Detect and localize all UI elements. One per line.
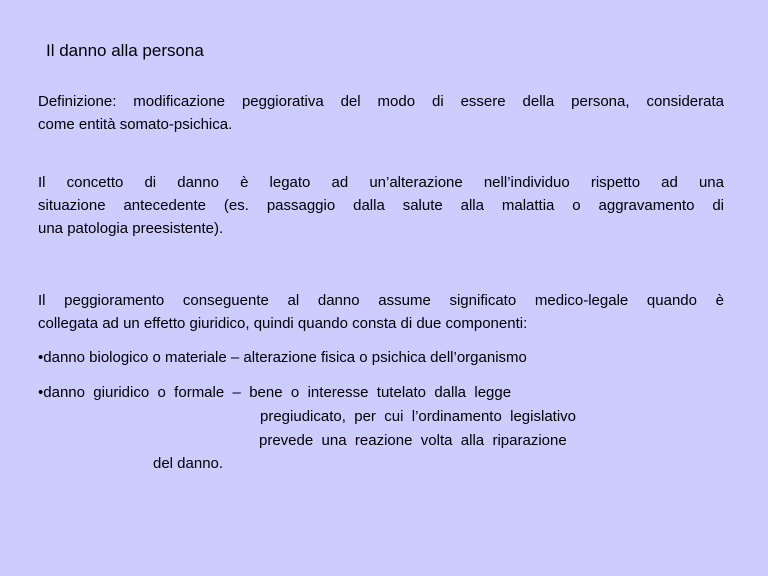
bullet-text-legal-line-2: pregiudicato, per cui l’ordinamento legislativo	[260, 408, 577, 425]
bullet-item-biological	[38, 346, 527, 369]
bullet-text-legal-line-3: prevede una reazione volta alla riparazione	[259, 432, 567, 449]
bullet-text-legal-line-1: danno giuridico o formale – bene o interesse tutelato dalla legge	[43, 384, 512, 401]
definition-line-2: come entità somato-psichica.	[38, 116, 233, 133]
definition-paragraph	[38, 90, 724, 136]
bullet-marker: •	[38, 349, 44, 366]
bullet-text-biological: danno biologico o materiale – alterazione fisica o psichica dell’organismo	[43, 349, 527, 366]
worsening-paragraph	[38, 289, 724, 335]
bullet-text-legal-line-4: del danno.	[153, 455, 224, 472]
concept-line-1: Il concetto di danno è legato ad un’alterazione nell’individuo rispetto ad una	[38, 174, 724, 191]
definition-line-1: Definizione: modificazione peggiorativa del modo di essere della persona, considerata	[38, 93, 724, 110]
worsening-line-1: Il peggioramento conseguente al danno assume significato medico-legale quando è	[38, 292, 724, 309]
worsening-line-2: collegata ad un effetto giuridico, quindi quando consta di due componenti:	[38, 315, 528, 332]
concept-line-3: una patologia preesistente).	[38, 220, 224, 237]
bullet-item-legal	[38, 381, 511, 404]
concept-paragraph	[38, 171, 724, 240]
slide-title: Il danno alla persona	[46, 41, 204, 60]
concept-line-2: situazione antecedente (es. passaggio dalla salute alla malattia o aggravamento di	[38, 197, 724, 214]
bullet-marker: •	[38, 384, 44, 401]
